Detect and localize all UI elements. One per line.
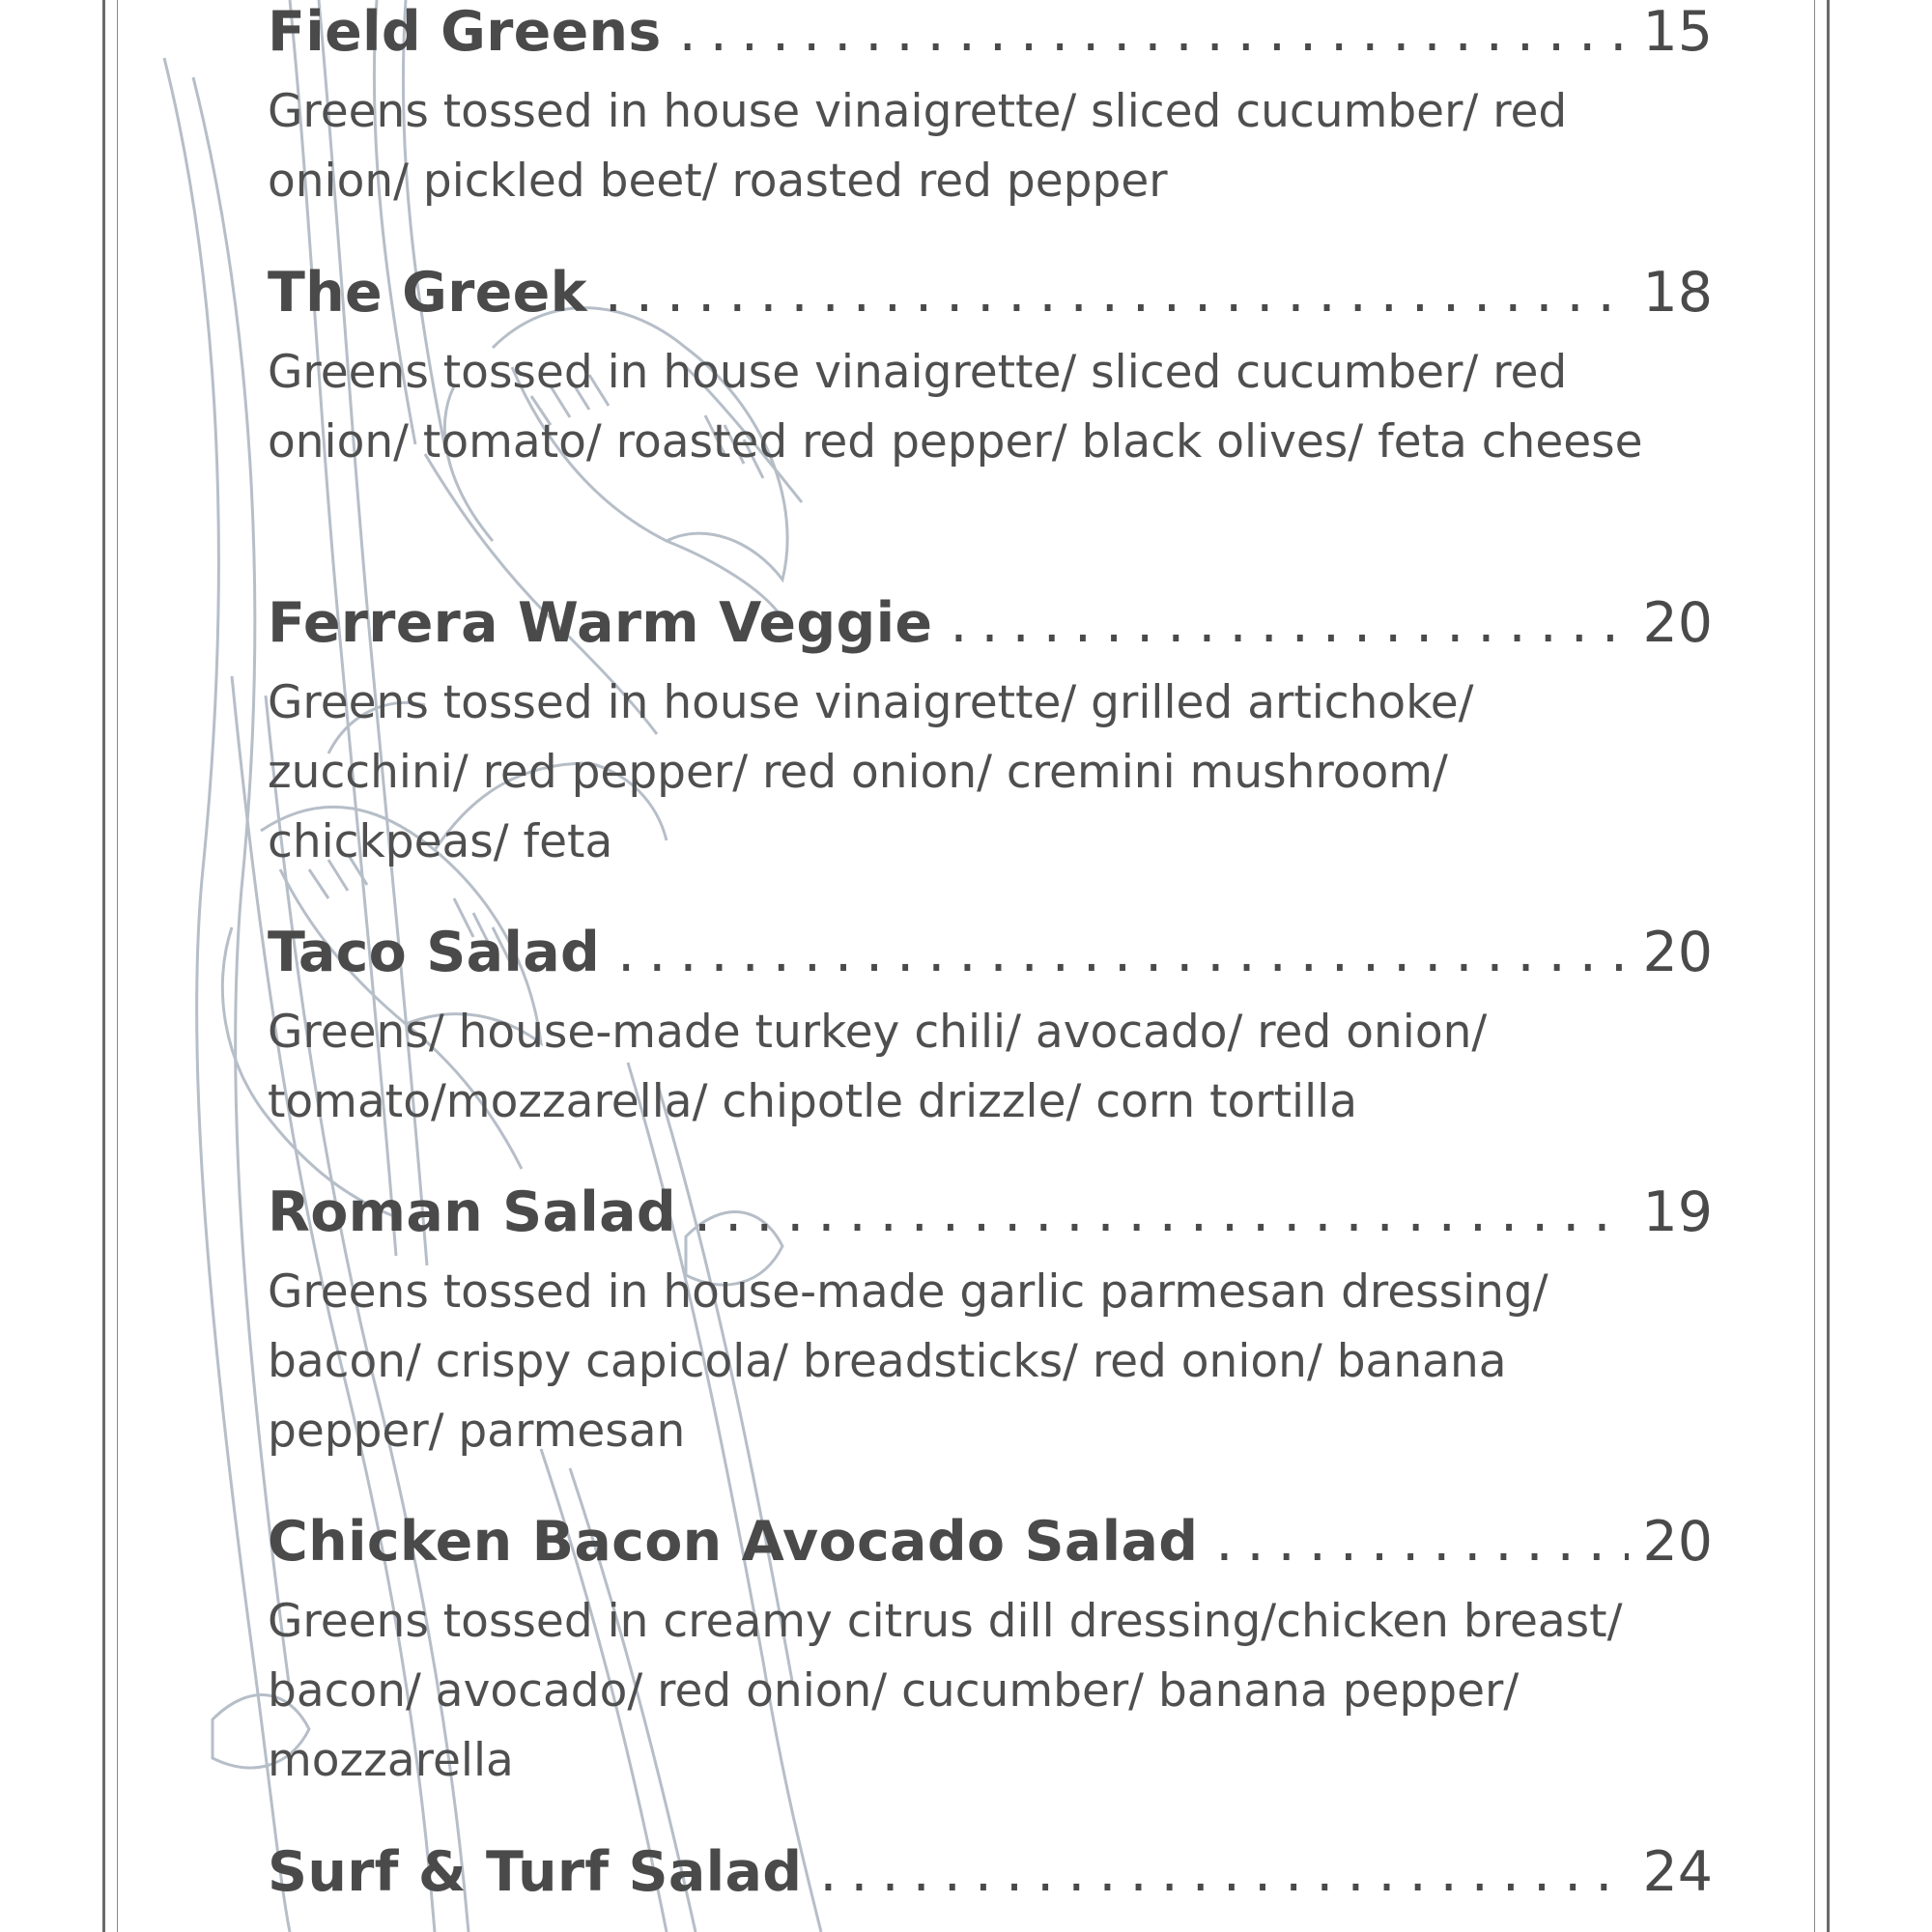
dot-leader <box>819 1840 1629 1904</box>
menu-item-name: Surf & Turf Salad <box>268 1840 803 1904</box>
menu-item <box>268 1180 1713 1466</box>
menu-item <box>268 1510 1713 1796</box>
menu-item-name: Field Greens <box>268 0 662 64</box>
menu-item-header <box>268 591 1713 667</box>
menu-item-price: 15 <box>1642 0 1713 64</box>
menu-item-description: Greens tossed in house vinaigrette/ sliced cucumber/ red onion/ tomato/ roasted red pepper/ black olives/ feta cheese <box>268 346 1643 469</box>
menu-item <box>268 261 1713 477</box>
menu-item-description: Greens tossed in house-made garlic parmesan dressing/ bacon/ crispy capicola/ breadsticks/ red onion/ banana pepper/ parmesan <box>268 1265 1548 1458</box>
menu-item <box>268 0 1713 216</box>
menu-item-name: Ferrera Warm Veggie <box>268 591 933 655</box>
menu-item-price: 19 <box>1642 1180 1713 1244</box>
menu-item-description: Greens/ house-made turkey chili/ avocado/ red onion/ tomato/mozzarella/ chipotle drizzle/ corn tortilla <box>268 1006 1488 1128</box>
menu-item-description: Greens tossed in creamy citrus dill dressing/chicken breast/ bacon/ avocado/ red onion/ cucumber/ banana pepper/ mozzarella <box>268 1595 1623 1787</box>
menu-item-price: 24 <box>1642 1840 1713 1904</box>
menu-item <box>268 1840 1713 1916</box>
menu-item-header <box>268 0 1713 75</box>
menu-item-header <box>268 921 1713 996</box>
dot-leader <box>605 261 1630 325</box>
menu-item-header <box>268 1840 1713 1916</box>
dot-leader <box>950 591 1629 655</box>
dot-leader <box>1215 1510 1629 1574</box>
dot-leader <box>694 1180 1630 1244</box>
menu-item-price: 20 <box>1642 1510 1713 1574</box>
menu-item-description: Greens tossed in house vinaigrette/ sliced cucumber/ red onion/ pickled beet/ roasted red pepper <box>268 85 1568 208</box>
menu-item-header <box>268 1180 1713 1256</box>
menu-item-name: Chicken Bacon Avocado Salad <box>268 1510 1199 1574</box>
menu-item-price: 20 <box>1642 591 1713 655</box>
menu-item-name: Taco Salad <box>268 921 601 984</box>
menu-item-name: The Greek <box>268 261 587 325</box>
dot-leader <box>679 0 1630 64</box>
menu-item-price: 18 <box>1642 261 1713 325</box>
menu-item <box>268 591 1713 877</box>
menu-item-name: Roman Salad <box>268 1180 676 1244</box>
menu-item-price: 20 <box>1642 921 1713 984</box>
menu-item-header <box>268 261 1713 336</box>
menu-item-description: Greens tossed in house vinaigrette/ grilled artichoke/ zucchini/ red pepper/ red onion/ cremini mushroom/ chickpeas/ feta <box>268 676 1474 868</box>
dot-leader <box>617 921 1629 984</box>
menu-item-header <box>268 1510 1713 1585</box>
menu-item <box>268 921 1713 1137</box>
